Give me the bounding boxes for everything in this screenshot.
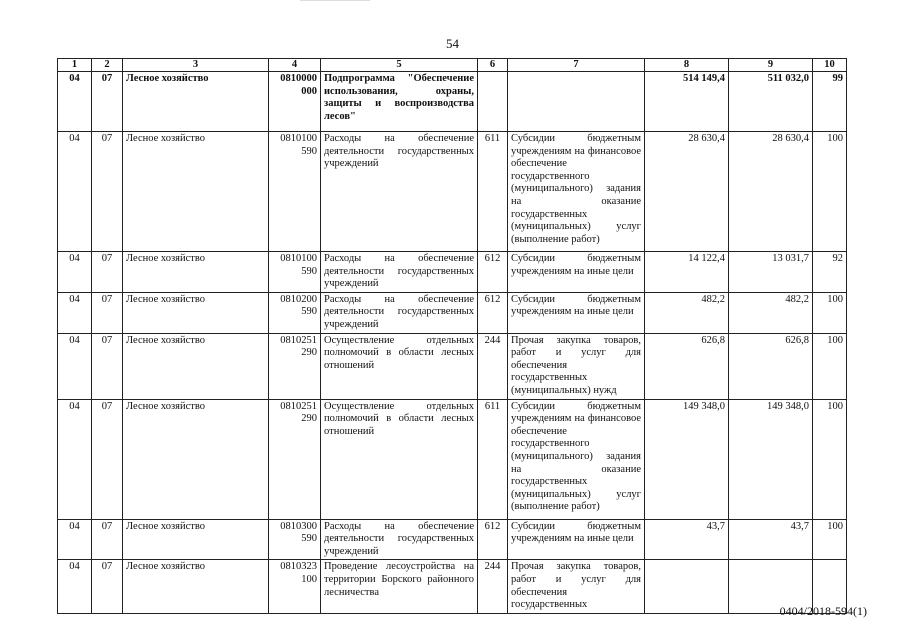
cell-section: 04 (58, 333, 92, 399)
cell-section-name: Лесное хозяйство (123, 333, 269, 399)
cell-subsection: 07 (92, 519, 123, 560)
table-row (58, 560, 847, 613)
cell-target-name: Осуществление отдельных полномочий в области лесных отношений (321, 333, 478, 399)
cell-expense-type: 611 (478, 132, 508, 252)
page-number: 54 (446, 36, 459, 51)
cell-actual-amount: 482,2 (729, 292, 813, 333)
cell-target-name: Проведение лесоустройства на территории Борского районного лесничества (321, 560, 478, 613)
cell-percent: 100 (813, 292, 847, 333)
cell-expense-type: 244 (478, 560, 508, 613)
column-header: 10 (813, 59, 847, 72)
table-row (58, 333, 847, 399)
table-row (58, 72, 847, 132)
cell-percent: 100 (813, 399, 847, 519)
cell-percent: 100 (813, 333, 847, 399)
cell-actual-amount: 13 031,7 (729, 252, 813, 293)
cell-actual-amount: 149 348,0 (729, 399, 813, 519)
cell-actual-amount: 511 032,0 (729, 72, 813, 132)
table-row (58, 399, 847, 519)
cell-subsection: 07 (92, 560, 123, 613)
cell-percent: 100 (813, 132, 847, 252)
column-header: 5 (321, 59, 478, 72)
cell-expense-type (478, 72, 508, 132)
table-row (58, 132, 847, 252)
cell-section: 04 (58, 519, 92, 560)
cell-target-code: 0810300 590 (269, 519, 321, 560)
cell-percent: 92 (813, 252, 847, 293)
cell-subsection: 07 (92, 72, 123, 132)
cell-expense-name: Прочая закупка товаров, работ и услуг для обеспечения государственных (муниципальных) нужд (508, 333, 645, 399)
cell-target-code: 0810100 590 (269, 132, 321, 252)
column-header: 4 (269, 59, 321, 72)
cell-target-code: 0810323 100 (269, 560, 321, 613)
cell-section: 04 (58, 72, 92, 132)
cell-expense-name: Субсидии бюджетным учреждениям на финансовое обеспечение государственного (муниципального) задания на оказание государственных (муниципальных) услуг (выполнение работ) (508, 132, 645, 252)
table-row (58, 292, 847, 333)
cell-planned-amount: 149 348,0 (645, 399, 729, 519)
cell-section: 04 (58, 399, 92, 519)
column-header: 9 (729, 59, 813, 72)
cell-expense-type: 611 (478, 399, 508, 519)
cell-target-name: Расходы на обеспечение деятельности государственных учреждений (321, 252, 478, 293)
column-header: 2 (92, 59, 123, 72)
cell-percent: 99 (813, 72, 847, 132)
cell-planned-amount (645, 560, 729, 613)
cell-expense-name: Прочая закупка товаров, работ и услуг для обеспечения государственных (508, 560, 645, 613)
cell-expense-name: Субсидии бюджетным учреждениям на финансовое обеспечение государственного (муниципального) задания на оказание государственных (муниципальных) услуг (выполнение работ) (508, 399, 645, 519)
cell-planned-amount: 28 630,4 (645, 132, 729, 252)
cell-expense-name: Субсидии бюджетным учреждениям на иные цели (508, 519, 645, 560)
column-header: 3 (123, 59, 269, 72)
cell-section-name: Лесное хозяйство (123, 72, 269, 132)
cell-expense-type: 612 (478, 292, 508, 333)
cell-section-name: Лесное хозяйство (123, 519, 269, 560)
document-code: 0404/2018-594(1) (779, 604, 867, 618)
cell-subsection: 07 (92, 252, 123, 293)
cell-section: 04 (58, 252, 92, 293)
cell-actual-amount: 28 630,4 (729, 132, 813, 252)
cell-expense-type: 244 (478, 333, 508, 399)
column-header: 8 (645, 59, 729, 72)
cell-planned-amount: 514 149,4 (645, 72, 729, 132)
column-header: 1 (58, 59, 92, 72)
cell-subsection: 07 (92, 132, 123, 252)
cell-section-name: Лесное хозяйство (123, 292, 269, 333)
cell-target-name: Подпрограмма "Обеспечение использования, охраны, защиты и воспроизводства лесов" (321, 72, 478, 132)
scan-artifact-line (300, 0, 370, 1)
cell-section-name: Лесное хозяйство (123, 560, 269, 613)
cell-target-name: Расходы на обеспечение деятельности государственных учреждений (321, 519, 478, 560)
cell-subsection: 07 (92, 333, 123, 399)
cell-subsection: 07 (92, 399, 123, 519)
cell-section: 04 (58, 292, 92, 333)
cell-expense-type: 612 (478, 252, 508, 293)
column-header: 7 (508, 59, 645, 72)
budget-table (57, 58, 847, 614)
cell-section: 04 (58, 132, 92, 252)
cell-target-code: 0810200 590 (269, 292, 321, 333)
table-row (58, 252, 847, 293)
cell-percent: 100 (813, 519, 847, 560)
cell-expense-name: Субсидии бюджетным учреждениям на иные цели (508, 292, 645, 333)
cell-planned-amount: 626,8 (645, 333, 729, 399)
cell-actual-amount: 626,8 (729, 333, 813, 399)
cell-planned-amount: 482,2 (645, 292, 729, 333)
cell-target-name: Расходы на обеспечение деятельности государственных учреждений (321, 132, 478, 252)
cell-planned-amount: 43,7 (645, 519, 729, 560)
header-row (58, 59, 847, 72)
cell-target-code: 0810251 290 (269, 399, 321, 519)
cell-target-name: Осуществление отдельных полномочий в области лесных отношений (321, 399, 478, 519)
cell-actual-amount: 43,7 (729, 519, 813, 560)
cell-section-name: Лесное хозяйство (123, 132, 269, 252)
cell-subsection: 07 (92, 292, 123, 333)
cell-target-code: 0810000 000 (269, 72, 321, 132)
cell-target-name: Расходы на обеспечение деятельности государственных учреждений (321, 292, 478, 333)
cell-section-name: Лесное хозяйство (123, 252, 269, 293)
column-header: 6 (478, 59, 508, 72)
cell-planned-amount: 14 122,4 (645, 252, 729, 293)
cell-section: 04 (58, 560, 92, 613)
cell-section-name: Лесное хозяйство (123, 399, 269, 519)
cell-expense-type: 612 (478, 519, 508, 560)
cell-expense-name (508, 72, 645, 132)
cell-target-code: 0810251 290 (269, 333, 321, 399)
cell-target-code: 0810100 590 (269, 252, 321, 293)
cell-expense-name: Субсидии бюджетным учреждениям на иные цели (508, 252, 645, 293)
table-row (58, 519, 847, 560)
